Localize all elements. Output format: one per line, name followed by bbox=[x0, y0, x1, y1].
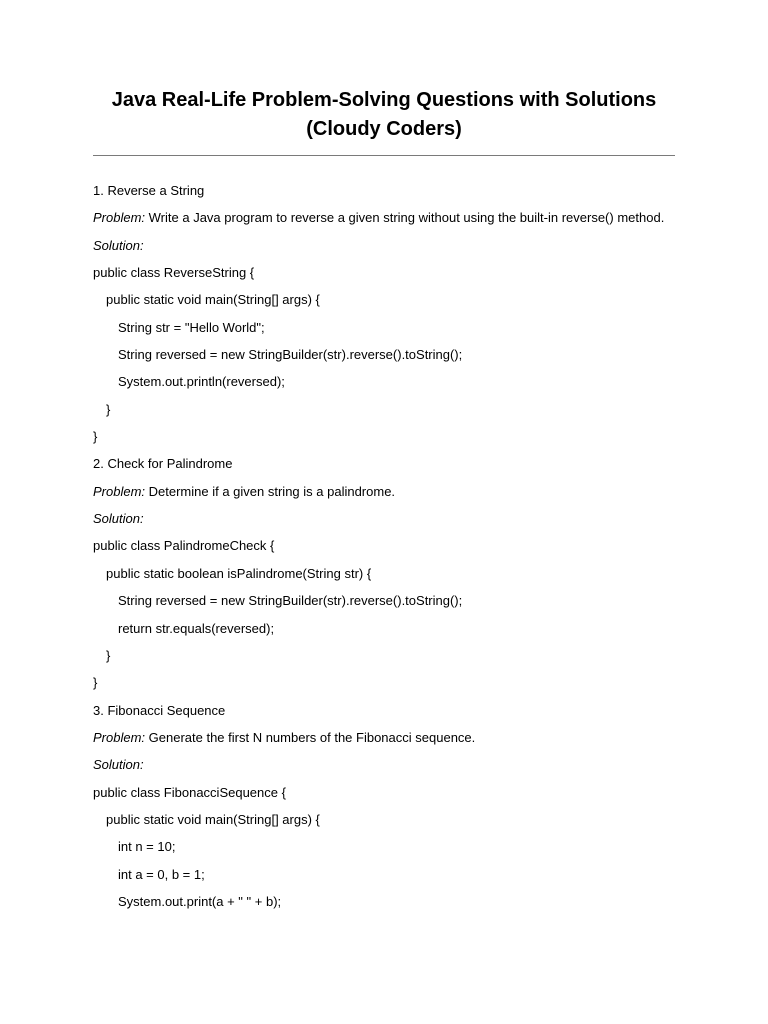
code-line: String str = "Hello World"; bbox=[118, 319, 265, 335]
code-line: } bbox=[106, 647, 111, 663]
code-line: System.out.print(a + " " + b); bbox=[118, 893, 282, 909]
title-divider bbox=[93, 155, 675, 156]
code-line: String reversed = new StringBuilder(str).reverse().toString(); bbox=[118, 347, 463, 363]
problem-text: Generate the first N numbers of the Fibonacci sequence. bbox=[145, 729, 476, 745]
solution-label: Solution: bbox=[93, 237, 144, 253]
section-heading: 1. Reverse a String bbox=[93, 183, 205, 198]
document-title bbox=[93, 86, 675, 144]
title-line-2: (Cloudy Coders) bbox=[306, 118, 462, 140]
code-line: int a = 0, b = 1; bbox=[118, 866, 205, 882]
section-heading: 2. Check for Palindrome bbox=[93, 456, 233, 472]
code-line: public class FibonacciSequence { bbox=[93, 784, 286, 800]
problem-label: Problem: bbox=[93, 483, 146, 499]
code-line: System.out.println(reversed); bbox=[118, 374, 285, 390]
problem-text: Determine if a given string is a palindrome. bbox=[145, 483, 396, 499]
solution-label: Solution: bbox=[93, 757, 144, 773]
problem-label: Problem: bbox=[93, 210, 146, 226]
code-line: } bbox=[93, 675, 98, 691]
code-line: } bbox=[93, 429, 98, 445]
title-line-1: Java Real-Life Problem-Solving Questions with Solutions bbox=[111, 89, 657, 111]
problem-statement bbox=[93, 478, 693, 505]
problem-label: Problem: bbox=[93, 729, 146, 745]
code-line: public class PalindromeCheck { bbox=[93, 538, 275, 554]
code-line: return str.equals(reversed); bbox=[118, 620, 275, 636]
code-line: int n = 10; bbox=[118, 839, 176, 855]
code-line: public static boolean isPalindrome(String str) { bbox=[106, 565, 372, 581]
problem-statement bbox=[93, 724, 693, 751]
code-line: public static void main(String[] args) { bbox=[106, 292, 320, 308]
solution-label: Solution: bbox=[93, 511, 144, 527]
document-body bbox=[93, 177, 693, 915]
code-line: } bbox=[106, 401, 111, 417]
problem-statement bbox=[93, 204, 693, 231]
code-line: String reversed = new StringBuilder(str).reverse().toString(); bbox=[118, 593, 463, 609]
problem-text: Write a Java program to reverse a given string without using the built-in reverse() method. bbox=[145, 210, 665, 226]
code-line: public class ReverseString { bbox=[93, 265, 255, 281]
section-heading: 3. Fibonacci Sequence bbox=[93, 702, 226, 718]
code-line: public static void main(String[] args) { bbox=[106, 811, 320, 827]
